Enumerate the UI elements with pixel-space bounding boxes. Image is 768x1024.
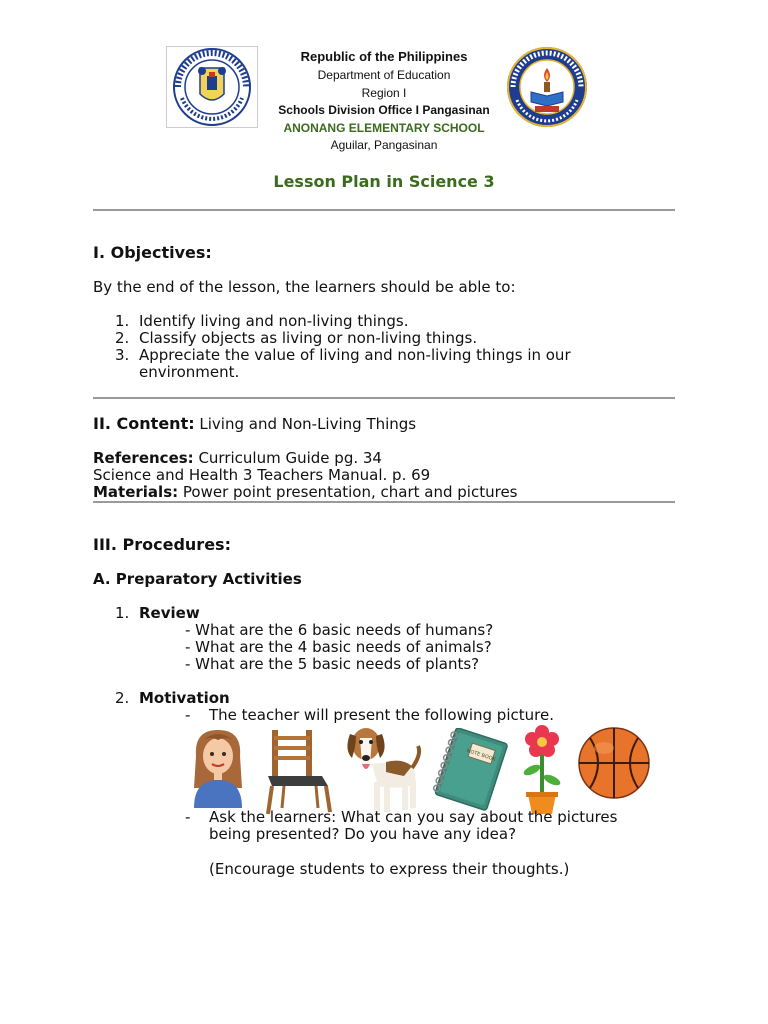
review-question: - What are the 6 basic needs of humans? [185, 621, 494, 639]
objective-text: Identify living and non-living things. [139, 312, 409, 330]
references-label: References: [93, 449, 194, 467]
procedures-heading: III. Procedures: [93, 535, 231, 554]
references-value: Curriculum Guide pg. 34 [198, 449, 382, 467]
objective-item [115, 329, 477, 347]
motivation-number: 2. [115, 689, 130, 707]
basketball-picture [576, 726, 652, 800]
flower-pot-picture [518, 724, 566, 816]
notebook-cover-label: NOTE BOOK [465, 747, 497, 763]
divider [93, 209, 675, 211]
ask-learners-line2: being presented? Do you have any idea? [209, 825, 517, 843]
materials-line [93, 483, 517, 501]
objective-item [115, 312, 409, 330]
review-question: - What are the 5 basic needs of plants? [185, 655, 480, 673]
objective-text: Appreciate the value of living and non-living things in our [139, 346, 571, 364]
review-item [115, 604, 200, 622]
review-question: - What are the 4 basic needs of animals? [185, 638, 492, 656]
divider [93, 501, 675, 503]
objective-number: 2. [115, 329, 130, 347]
page-title: Lesson Plan in Science 3 [273, 172, 495, 191]
notebook-picture [430, 728, 512, 812]
header-division: Schools Division Office I Pangasinan [278, 103, 490, 117]
teacher-note: (Encourage students to express their thoughts.) [209, 860, 570, 878]
motivation-item [115, 689, 230, 707]
objective-text: Classify objects as living or non-living things. [139, 329, 478, 347]
objective-item [115, 346, 571, 364]
content-topic: Living and Non-Living Things [199, 415, 417, 433]
references-line [93, 449, 382, 467]
objective-number: 1. [115, 312, 130, 330]
chair-picture [262, 728, 332, 814]
materials-label: Materials: [93, 483, 179, 501]
motivation-instruction: The teacher will present the following picture. [209, 706, 554, 724]
divider [93, 397, 675, 399]
objectives-heading: I. Objectives: [93, 243, 212, 262]
header-school: ANONANG ELEMENTARY SCHOOL [283, 121, 485, 135]
header-department: Department of Education [317, 68, 451, 82]
objective-text-continuation: environment. [139, 363, 240, 381]
references-extra: Science and Health 3 Teachers Manual. p. 69 [93, 466, 431, 484]
content-heading: II. Content: [93, 414, 195, 433]
motivation-label: Motivation [139, 689, 230, 707]
pictures-row [180, 724, 660, 816]
ask-learners-line1: Ask the learners: What can you say about the pictures [209, 808, 618, 826]
bullet-dash: - [185, 706, 191, 724]
preparatory-activities-heading: A. Preparatory Activities [93, 570, 302, 588]
division-seal-logo [503, 46, 591, 128]
girl-picture [186, 726, 250, 808]
content-line [93, 414, 416, 433]
header-country: Republic of the Philippines [300, 49, 468, 64]
objective-number: 3. [115, 346, 130, 364]
bullet-dash: - [185, 808, 191, 826]
materials-value: Power point presentation, chart and pictures [182, 483, 518, 501]
review-label: Review [139, 604, 200, 622]
header-region: Region I [361, 86, 407, 100]
review-number: 1. [115, 604, 130, 622]
header-location: Aguilar, Pangasinan [330, 138, 438, 152]
dog-picture [342, 724, 424, 816]
objectives-intro: By the end of the lesson, the learners should be able to: [93, 278, 516, 296]
